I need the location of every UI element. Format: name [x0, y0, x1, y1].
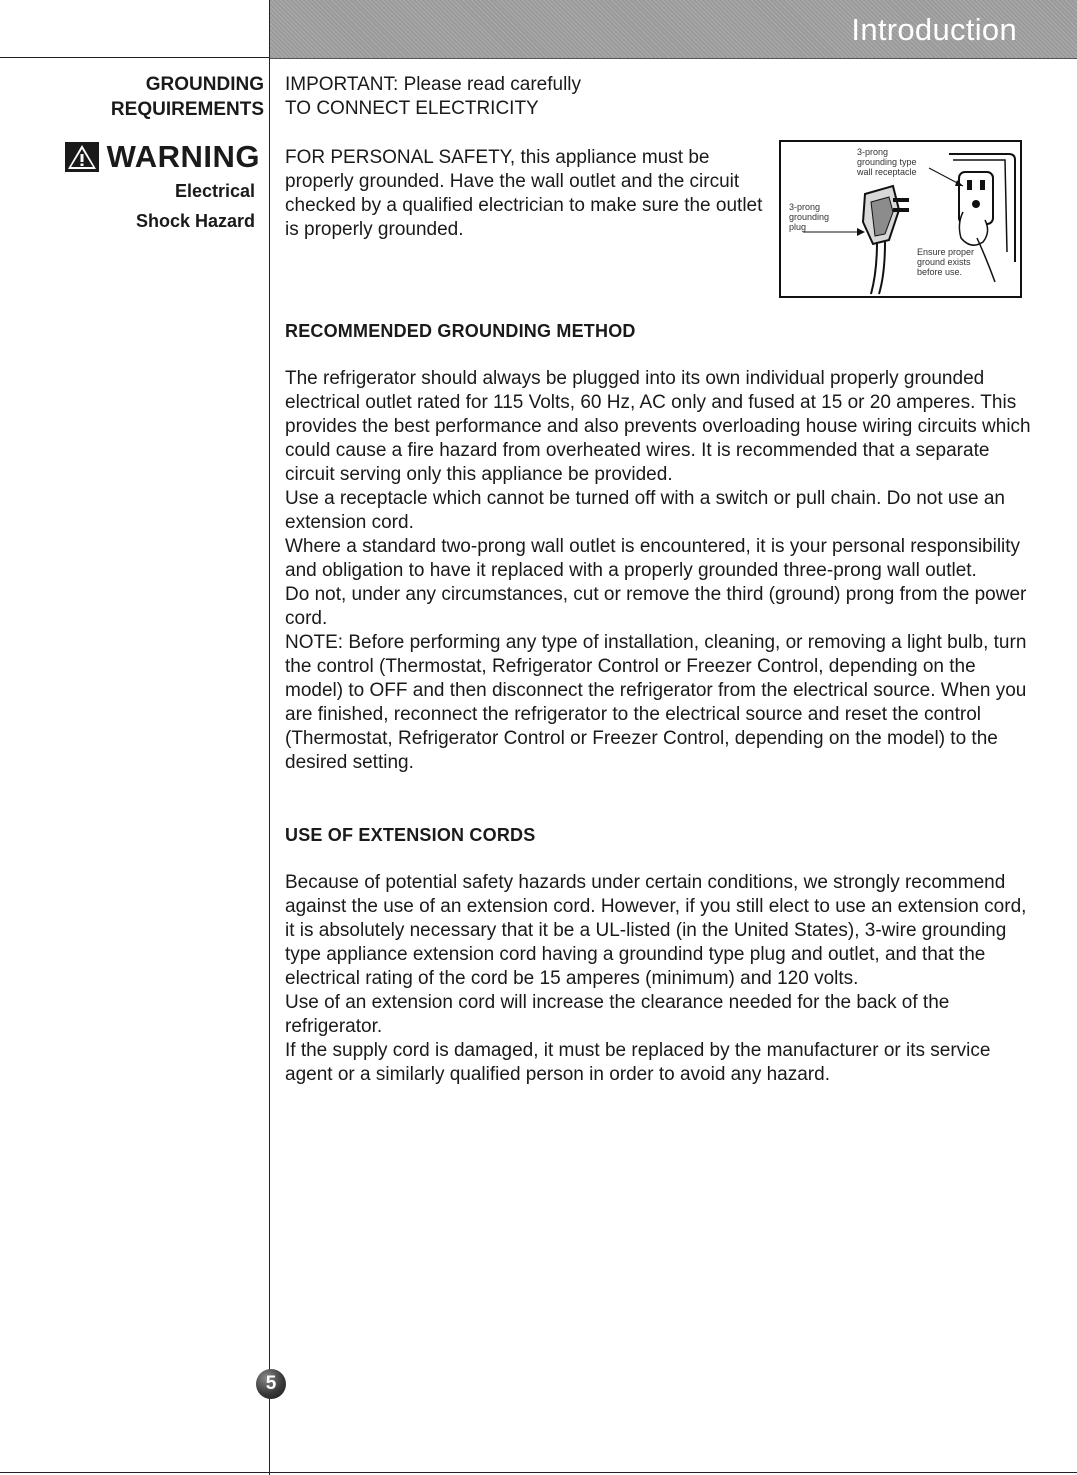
section-title [0, 72, 264, 122]
header-band [270, 0, 1077, 59]
paragraph: The refrigerator should always be plugged into its own individual properly grounded electrical outlet rated for 115 Volts, 60 Hz, AC only and fused at 15 or 20 amperes. This provides the best performance and also prevents overloading house wiring circuits which could cause a fire hazard from overheated wires. It is recommended that a separate circuit serving only this appliance be provided. [285, 368, 1031, 485]
top-rule [0, 57, 270, 58]
paragraph: Use of an extension cord will increase the clearance needed for the back of the refrigerator. [285, 992, 950, 1037]
hazard-line1: Electrical [174, 181, 255, 201]
ensure-ground-label: Ensure proper ground exists before use. [917, 247, 975, 277]
safety-paragraph: FOR PERSONAL SAFETY, this appliance must be properly grounded. Have the wall outlet and the circuit checked by a qualified electrician to make sure the outlet is properly grounded. [285, 147, 763, 240]
important-line2: TO CONNECT ELECTRICITY [285, 98, 539, 119]
warning-label [65, 141, 260, 173]
grounding-method-body [285, 367, 1035, 775]
paragraph: Because of potential safety hazards under certain conditions, we strongly recommend against the use of an extension cord. However, if you still elect to use an extension cord, it is absolutely necessary that it be a UL-listed (in the United States), 3-wire grounding type appliance extension cord having a groundind type plug and outlet, and that the electrical rating of the cord be 15 amperes (minimum) and 120 volts. [285, 872, 1027, 989]
extension-cords-body [285, 871, 1035, 1087]
hazard-line2: Shock Hazard [135, 211, 255, 231]
important-notice [285, 73, 1035, 121]
paragraph: Where a standard two-prong wall outlet is encountered, it is your personal responsibility and obligation to have it replaced with a properly grounded three-prong wall outlet. [285, 536, 1021, 581]
grounding-method-heading: RECOMMENDED GROUNDING METHOD [285, 321, 636, 341]
extension-cords-heading: USE OF EXTENSION CORDS [285, 825, 536, 845]
important-line1: IMPORTANT: Please read carefully [285, 74, 582, 95]
hazard-label [15, 176, 255, 236]
receptacle-label: 3-prong grounding type wall receptacle [857, 147, 917, 177]
plug-label: 3-prong grounding plug [789, 202, 830, 232]
column-divider [269, 0, 270, 1475]
warning-triangle-icon [65, 142, 99, 172]
paragraph: NOTE: Before performing any type of installation, cleaning, or removing a light bulb, turn the control (Thermostat, Refrigerator Control or Freezer Control, depending on the model) to OFF and then disconnect the refrigerator from the electrical source. When you are finished, reconnect the refrigerator to the electrical source and reset the control (Thermostat, Refrigerator Control or Freezer Control, depending on the model) to the desired setting. [285, 632, 1027, 773]
section-header-title: Introduction [851, 12, 1017, 47]
bottom-rule [0, 1472, 1077, 1473]
section-title-line1: GROUNDING [145, 74, 264, 95]
warning-text: WARNING [106, 139, 260, 174]
page-number: 5 [256, 1369, 286, 1399]
paragraph: Do not, under any circumstances, cut or remove the third (ground) prong from the power cord. [285, 584, 1027, 629]
paragraph: Use a receptacle which cannot be turned off with a switch or pull chain. Do not use an extension cord. [285, 488, 1005, 533]
grounding-figure [779, 140, 1022, 298]
section-title-line2: REQUIREMENTS [110, 99, 264, 120]
paragraph: If the supply cord is damaged, it must be replaced by the manufacturer or its service agent or a similarly qualified person in order to avoid any hazard. [285, 1040, 991, 1085]
